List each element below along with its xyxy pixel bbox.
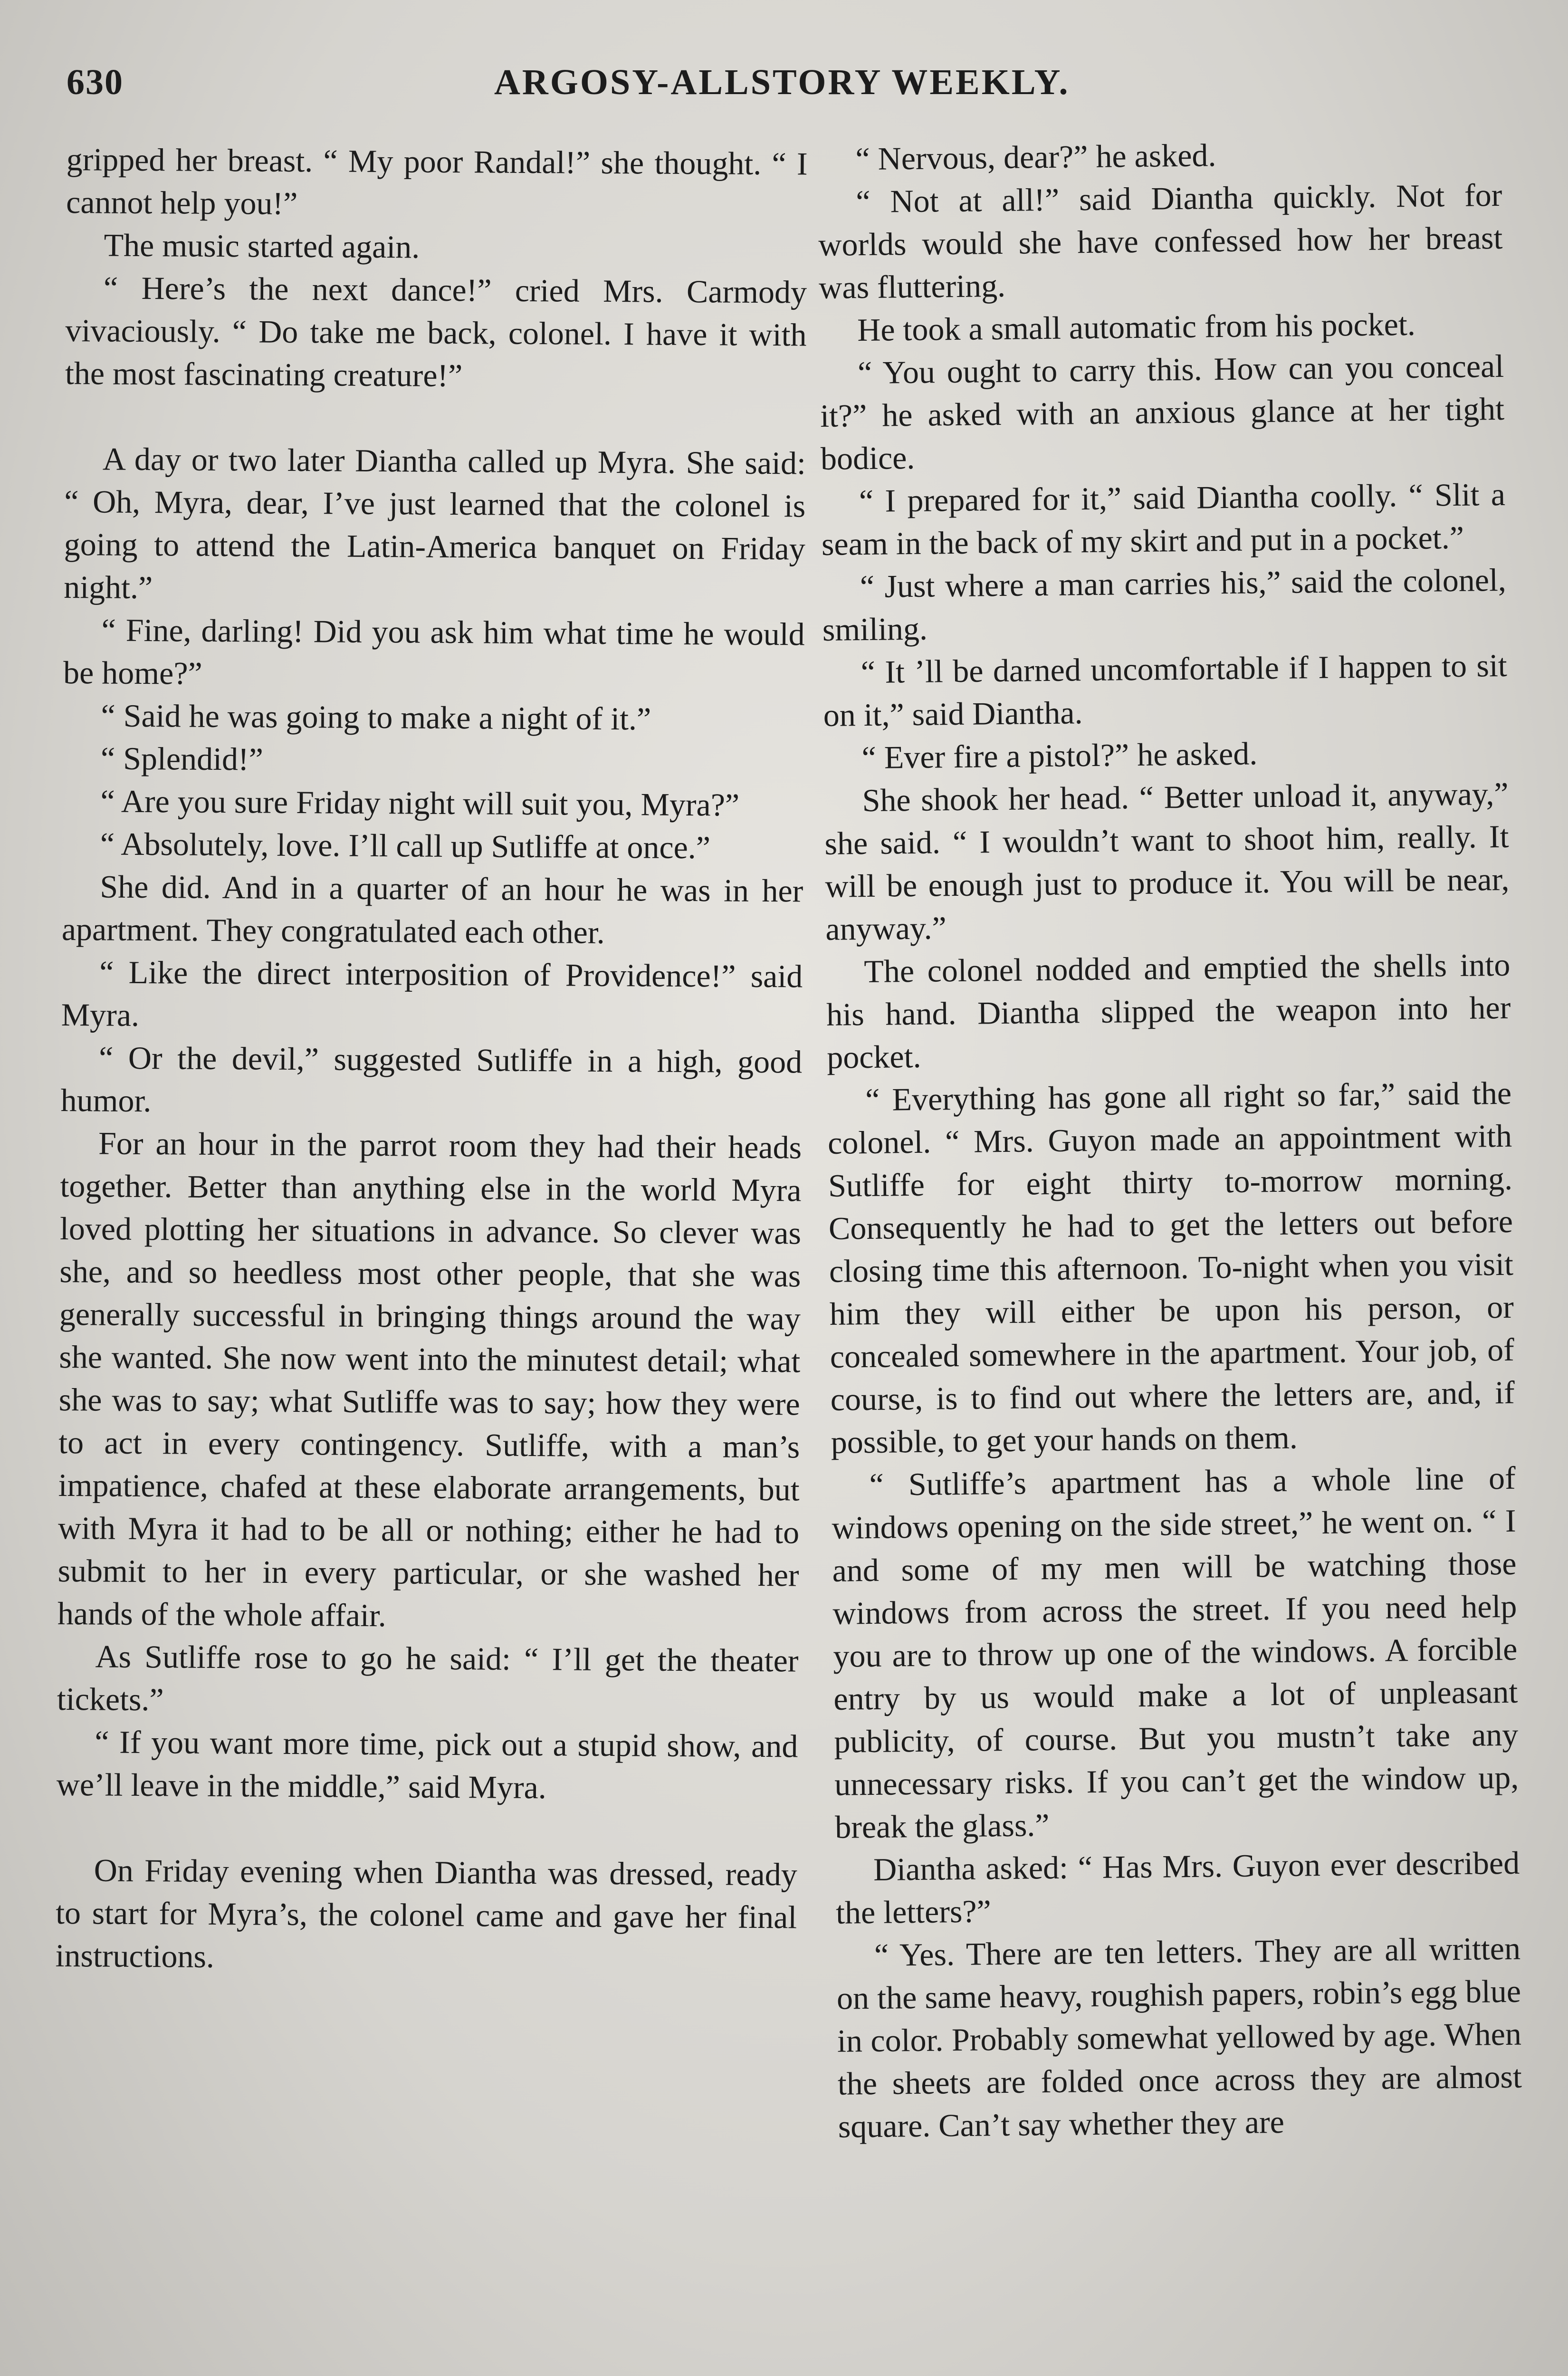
- left-column: [53, 138, 808, 2376]
- paragraph: For an hour in the parrot room they had their heads together. Better than anything else in the world Myra loved plotting her situations in advance. So clever was she, and so heedless most other people, that she was generally successful in bringing things around the way she wanted. She now went into the minutest detail; what she was to say; what Sutliffe was to say; how they were to act in every contingency. Sutliffe, with a man’s impatience, chafed at these elaborate arrangements, but with Myra it had to be all or nothing; either he had to submit to her in every particular, or she washed her hands of the whole affair.: [57, 1125, 802, 1634]
- paragraph: “ Fine, darling! Did you ask him what time he would be home?”: [63, 612, 805, 691]
- paragraph: “ Yes. There are ten letters. They are all written on the same heavy, roughish papers, robin’s egg blue in color. Probably somewhat yellowed by age. When the sheets are folded once across they are almost square. Can’t say whether they are: [836, 1930, 1522, 2145]
- paragraph: Diantha asked: “ Has Mrs. Guyon ever described the letters?”: [835, 1844, 1520, 1931]
- paragraph: She did. And in a quarter of an hour he was in her apartment. They congratulated each other.: [61, 868, 803, 950]
- paragraph: “ It ’ll be darned uncomfortable if I happen to sit on it,” said Diantha.: [823, 647, 1508, 733]
- page-number: 630: [67, 62, 124, 102]
- paragraph: “ Are you sure Friday night will suit you, Myra?”: [100, 783, 740, 823]
- paragraph: The music started again.: [104, 227, 420, 265]
- paragraph: gripped her breast. “ My poor Randal!” she thought. “ I cannot help you!”: [66, 141, 808, 221]
- running-head: ARGOSY-ALLSTORY WEEKLY.: [494, 62, 1070, 102]
- paragraph: “ Sutliffe’s apartment has a whole line of windows opening on the side street,” he went on. “ I and some of my men will be watching those windows from across the street. If you need help you are to throw up one of the windows. A forcible entry by us would make a lot of unpleasant publicity, of course. But you mustn’t take any unnecessary risks. If you can’t get the window up, break the glass.”: [832, 1459, 1519, 1845]
- paragraph: She shook her head. “ Better unload it, anyway,” she said. “ I wouldn’t want to shoot him, really. It will be enough just to produce it. You will be near, anyway.”: [824, 775, 1510, 947]
- paragraph: “ You ought to carry this. How can you conceal it?” he asked with an anxious glance at her tight bodice.: [820, 347, 1505, 477]
- paragraph: On Friday evening when Diantha was dressed, ready to start for Myra’s, the colonel came and gave her final instructions.: [55, 1852, 797, 1974]
- paragraph: “ If you want more time, pick out a stupid show, and we’ll leave in the middle,” said Myra.: [56, 1724, 798, 1806]
- paragraph: “ Like the direct interposition of Providence!” said Myra.: [61, 954, 803, 1033]
- right-column: [817, 131, 1525, 2371]
- section-break: [56, 1806, 798, 1853]
- section-break: [65, 394, 806, 442]
- paragraph: He took a small automatic from his pocket.: [857, 306, 1416, 348]
- paragraph: “ Nervous, dear?” he asked.: [855, 137, 1216, 177]
- paragraph: “ Splendid!”: [100, 740, 264, 777]
- paragraph: “ Here’s the next dance!” cried Mrs. Carmody vivaciously. “ Do take me back, colonel. I have it with the most fascinating creature!”: [65, 269, 807, 394]
- paragraph: “ Everything has gone all right so far,” said the colonel. “ Mrs. Guyon made an appointment with Sutliffe for eight thirty to-morrow morning. Consequently he had to get the letters out before closing time this afternoon. To-night when you visit him they will either be upon his person, or concealed somewhere in the apartment. Your job, of course, is to find out where the letters are, and, if possible, to get your hands on them.: [827, 1074, 1515, 1460]
- paragraph: “ Or the devil,” suggested Sutliffe in a high, good humor.: [60, 1039, 803, 1119]
- paragraph: A day or two later Diantha called up Myra. She said: “ Oh, Myra, dear, I’ve just learned that the colonel is going to attend the Latin-America banquet on Friday night.”: [63, 441, 806, 606]
- paragraph: “ Absolutely, love. I’ll call up Sutliffe at once.”: [100, 825, 711, 866]
- paragraph: “ Said he was going to make a night of it.”: [101, 697, 651, 737]
- paragraph: “ I prepared for it,” said Diantha coolly. “ Slit a seam in the back of my skirt and put in a pocket.”: [821, 476, 1506, 562]
- page-header: [67, 57, 1511, 109]
- paragraph: “ Not at all!” said Diantha quickly. Not for worlds would she have confessed how her breast was fluttering.: [818, 176, 1503, 306]
- paragraph: The colonel nodded and emptied the shells into his hand. Diantha slipped the weapon into her pocket.: [826, 946, 1511, 1075]
- paragraph: “ Ever fire a pistol?” he asked.: [861, 735, 1258, 776]
- paragraph: As Sutliffe rose to go he said: “ I’ll get the theater tickets.”: [57, 1638, 799, 1718]
- paragraph: “ Just where a man carries his,” said the colonel, smiling.: [822, 561, 1507, 648]
